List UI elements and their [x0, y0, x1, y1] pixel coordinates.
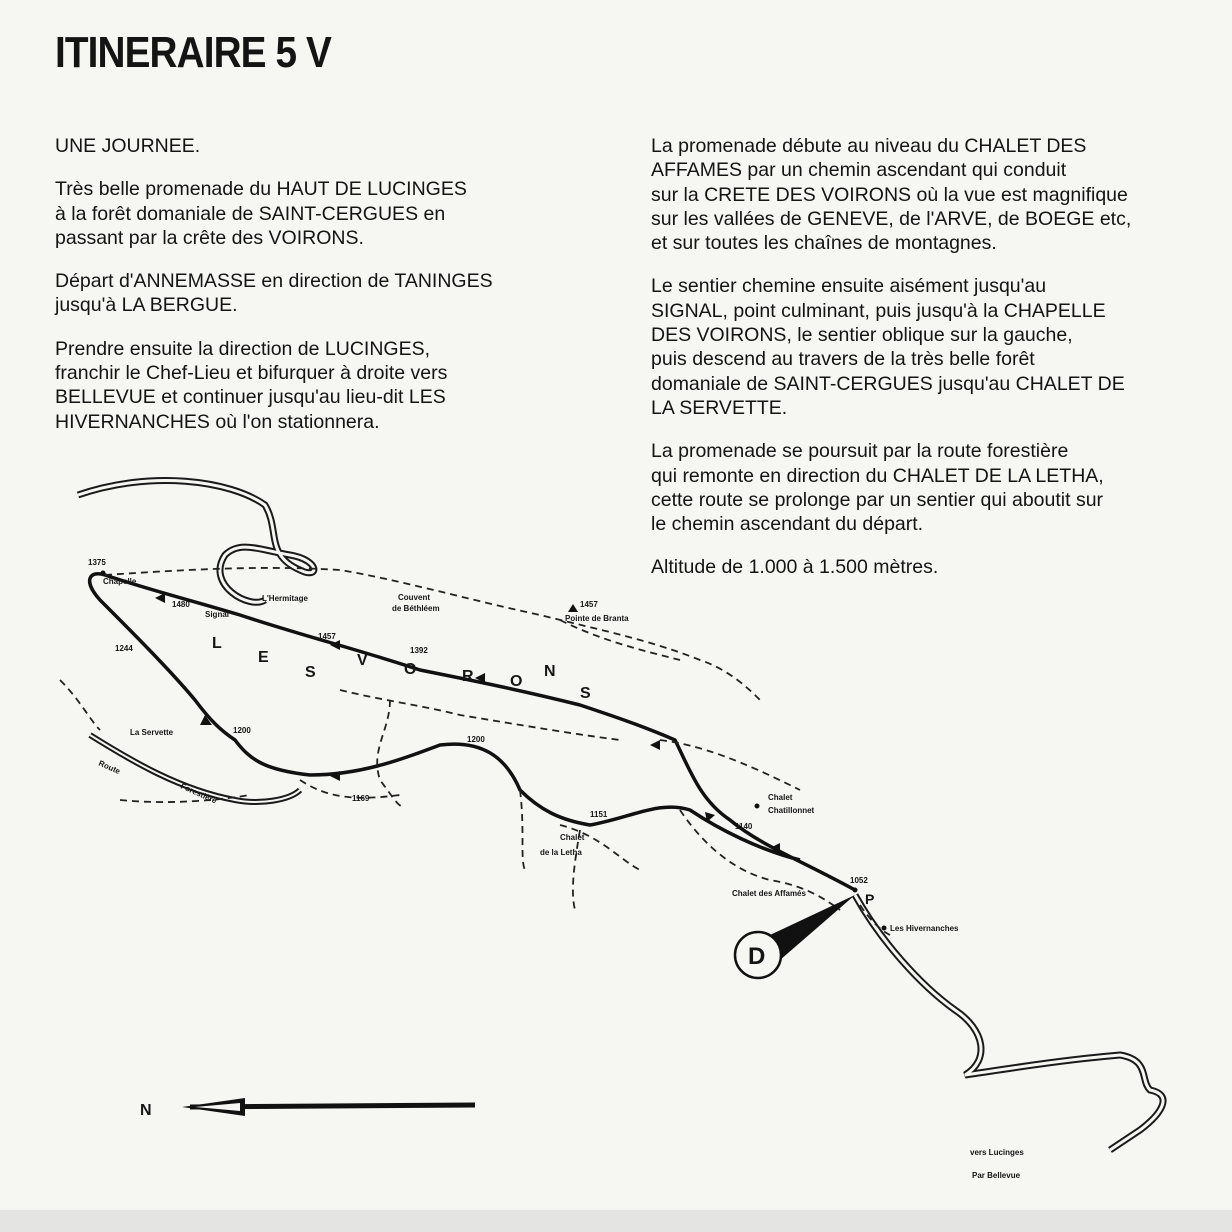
label-chalet-chatillonnet: Chalet	[768, 793, 793, 802]
left-paragraph-2: Très belle promenade du HAUT DE LUCINGES à la forêt domaniale de SAINT-CERGUES en passant par la crête des VOIRONS.	[55, 178, 467, 249]
left-paragraph-3: Départ d'ANNEMASSE en direction de TANINGES jusqu'à LA BERGUE.	[55, 270, 493, 317]
north-arrow	[140, 1098, 475, 1119]
label-chatillonnet: Chatillonnet	[768, 806, 815, 815]
label-chapelle: Chapelle	[103, 577, 137, 586]
label-pointe-branta: Pointe de Branta	[565, 614, 629, 623]
elevation-1457: 1457	[318, 632, 336, 641]
ridge-letter-o1: O	[404, 661, 417, 678]
elevation-1200-servette: 1200	[233, 726, 251, 735]
elevation-1392: 1392	[410, 646, 428, 655]
place-labels	[97, 577, 1024, 1180]
right-paragraph-2: Le sentier chemine ensuite aisément jusqu'au SIGNAL, point culminant, puis jusqu'à la CHAPELLE DES VOIRONS, le sentier oblique sur la gauche, puis descend au travers de la très belle forêt domaniale de SAINT-CERGUES jusqu'au CHALET DE LA SERVETTE.	[651, 275, 1125, 419]
ridge-letter-v: V	[357, 652, 368, 669]
elevation-1200: 1200	[467, 735, 485, 744]
ridge-letter-r: R	[462, 668, 474, 685]
ridge-letter-n: N	[544, 663, 556, 680]
elevation-1052: 1052	[850, 876, 868, 885]
label-hermitage: L'Hermitage	[262, 594, 308, 603]
point-markers	[101, 571, 887, 931]
label-par-bellevue: Par Bellevue	[972, 1171, 1021, 1180]
ridge-letter-o2: O	[510, 673, 523, 690]
label-hivernanches: Les Hivernanches	[890, 924, 959, 933]
right-paragraph-4: Altitude de 1.000 à 1.500 mètres.	[651, 556, 939, 579]
label-signal: Signal	[205, 610, 230, 619]
elevation-1480: 1480	[172, 600, 190, 609]
ridge-letter-e: E	[258, 649, 269, 666]
label-chalet-letha: Chalet	[560, 833, 585, 842]
parking-label: P	[865, 891, 875, 907]
label-forestiere: Forestière	[179, 781, 219, 806]
elevation-1375: 1375	[88, 558, 106, 567]
right-paragraph-1: La promenade débute au niveau du CHALET DES AFFAMES par un chemin ascendant qui conduit sur la CRETE DES VOIRONS où la vue est magnifique sur les vallées de GENEVE, de l'ARVE, de BOEGE etc, et sur toutes les chaînes de montagnes.	[651, 135, 1132, 255]
elevation-1151: 1151	[590, 810, 608, 819]
label-bethleem: de Béthléem	[392, 604, 440, 613]
route-arrows	[155, 593, 780, 853]
elevation-1457-branta: 1457	[580, 600, 598, 609]
trail-network	[60, 568, 890, 935]
elevation-1140: 1140	[735, 822, 753, 831]
label-servette: La Servette	[130, 728, 174, 737]
ridge-letter-s: S	[305, 664, 316, 681]
left-paragraph-1: UNE JOURNEE.	[55, 135, 201, 157]
right-paragraph-3: La promenade se poursuit par la route forestière qui remonte en direction du CHALET DE LA LETHA, cette route se prolonge par un sentier qui aboutit sur le chemin ascendant du départ.	[651, 440, 1104, 536]
start-label: D	[748, 943, 766, 970]
elevation-1169: 1169	[352, 794, 370, 803]
label-couvent: Couvent	[398, 593, 430, 602]
start-marker	[735, 895, 855, 978]
ridge-letter-l: L	[212, 635, 222, 652]
north-label: N	[140, 1102, 152, 1119]
page-title: ITINERAIRE 5 V	[55, 28, 331, 77]
elevation-1244: 1244	[115, 644, 133, 653]
label-de-la-letha: de la Letha	[540, 848, 582, 857]
label-vers-lucinges: vers Lucinges	[970, 1148, 1024, 1157]
ridge-letter-s2: S	[580, 685, 591, 702]
paved-road	[78, 481, 1163, 1150]
left-paragraph-4: Prendre ensuite la direction de LUCINGES, franchir le Chef-Lieu et bifurquer à droite vers BELLEVUE et continuer jusqu'au lieu-dit LES HIVERNANCHES où l'on stationnera.	[55, 337, 448, 433]
ridge-name	[212, 635, 591, 702]
hiking-route	[90, 574, 855, 890]
label-route: Route	[97, 758, 122, 777]
label-chalet-affames: Chalet des Affamés	[732, 889, 806, 898]
